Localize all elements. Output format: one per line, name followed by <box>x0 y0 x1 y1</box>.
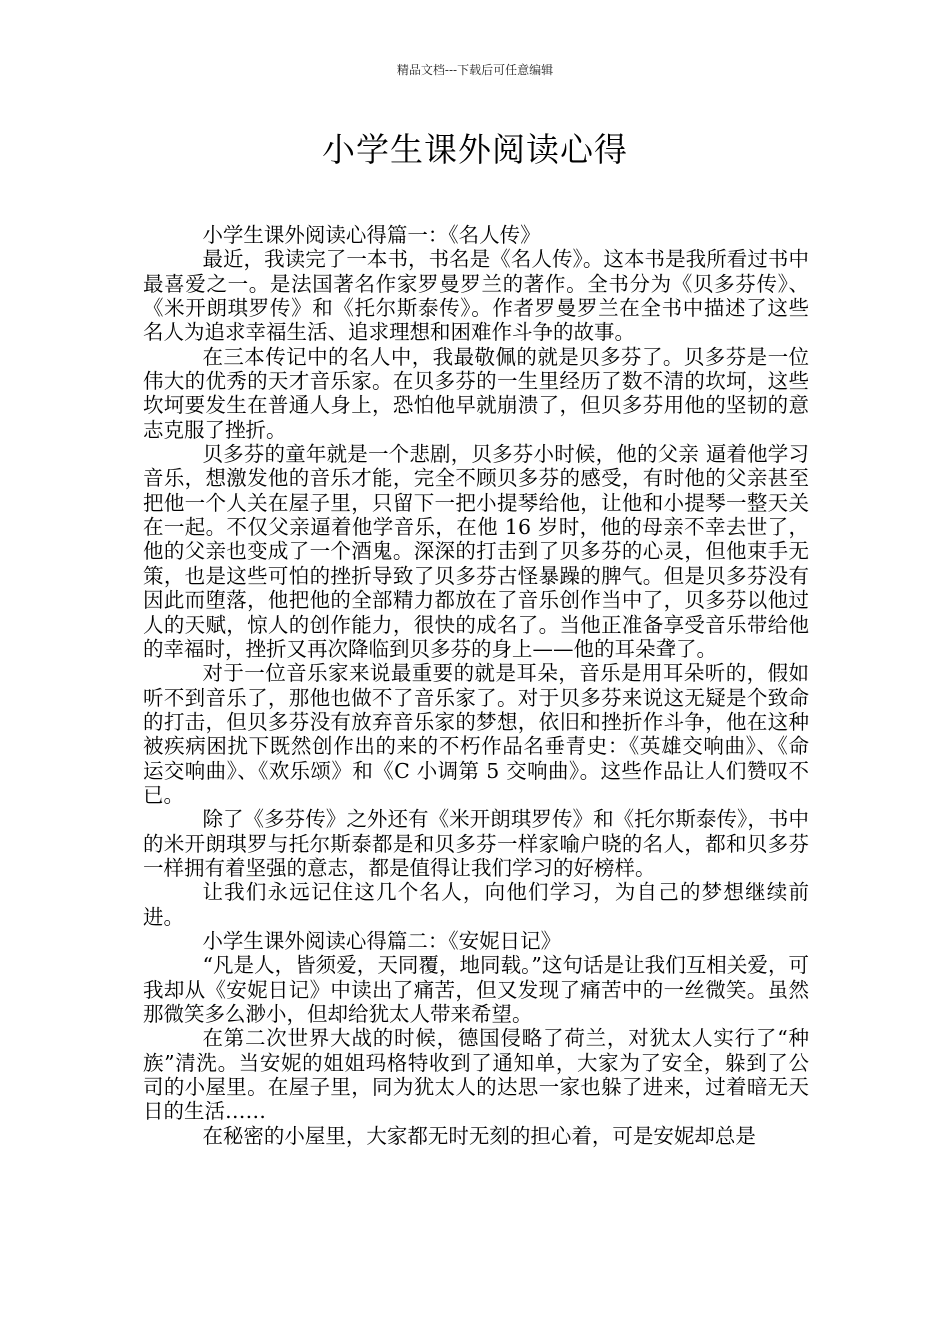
paragraph: 让我们永远记住这几个名人，向他们学习，为自己的梦想继续前进。 <box>143 880 809 929</box>
paragraph: 贝多芬的童年就是一个悲剧，贝多芬小时候，他的父亲 逼着他学习音乐，想激发他的音乐才能，完全不顾贝多芬的感受，有时他的父亲甚至把他一个人关在屋子里，只留下一把小提琴给他，让他和小提琴一整天关在一起。不仅父亲逼着他学音乐，在他 16 岁时，他的母亲不幸去世了，他的父亲也变成了一个酒鬼。深深的打击到了贝多芬的心灵，但他束手无策，也是这些可怕的挫折导致了贝多芬古怪暴躁的脾气。但是贝多芬没有因此而堕落，他把他的全部精力都放在了音乐创作当中了，贝多芬以他过人的天赋，惊人的创作能力，很快的成名了。当他正准备享受音乐带给他的幸福时，挫折又再次降临到贝多芬的身上——他的耳朵聋了。 <box>143 442 809 661</box>
paragraph: 对于一位音乐家来说最重要的就是耳朵，音乐是用耳朵听的，假如听不到音乐了，那他也做不了音乐家了。对于贝多芬来说这无疑是个致命的打击，但贝多芬没有放弃音乐家的梦想，依旧和挫折作斗争，他在这种被疾病困扰下既然创作出的来的不朽作品名垂青史：《英雄交响曲》、《命运交响曲》、《欢乐颂》和《C 小调第 5 交响曲》。这些作品让人们赞叹不已。 <box>143 661 809 807</box>
document-body <box>143 223 809 1148</box>
section-heading-2: 小学生课外阅读心得篇二：《安妮日记》 <box>202 928 562 953</box>
section-heading-1: 小学生课外阅读心得篇一：《名人传》 <box>202 223 541 247</box>
document-title: 小学生课外阅读心得 <box>322 130 628 169</box>
paragraph: 在秘密的小屋里，大家都无时无刻的担心着，可是安妮却总是 <box>202 1123 756 1148</box>
paragraph: 最近，我读完了一本书，书名是《名人传》。这本书是我所看过书中最喜爱之一。是法国著名作家罗曼罗兰的著作。全书分为《贝多芬传》、《米开朗琪罗传》和《托尔斯泰传》。作者罗曼罗兰在全书中描述了这些名人为追求幸福生活、追求理想和困难作斗争的故事。 <box>143 247 809 345</box>
paragraph: “凡是人，皆须爱，天同覆，地同载。”这句话是让我们互相关爱，可我却从《安妮日记》中读出了痛苦，但又发现了痛苦中的一丝微笑。虽然那微笑多么渺小，但却给犹太人带来希望。 <box>143 953 809 1026</box>
header-note: 精品文档---下载后可任意编辑 <box>396 63 554 77</box>
paragraph: 在第二次世界大战的时候，德国侵略了荷兰，对犹太人实行了“种族”清洗。当安妮的姐姐玛格特收到了通知单，大家为了安全，躲到了公司的小屋里。在屋子里，同为犹太人的达思一家也躲了进来，过着暗无天日的生活…… <box>143 1026 809 1124</box>
paragraph: 在三本传记中的名人中，我最敬佩的就是贝多芬了。贝多芬是一位伟大的优秀的天才音乐家。在贝多芬的一生里经历了数不清的坎坷，这些坎坷要发生在普通人身上，恐怕他早就崩溃了，但贝多芬用他的坚韧的意志克服了挫折。 <box>143 344 809 442</box>
paragraph: 除了《多芬传》之外还有《米开朗琪罗传》和《托尔斯泰传》，书中的米开朗琪罗与托尔斯泰都是和贝多芬一样家喻户晓的名人，都和贝多芬一样拥有着坚强的意志，都是值得让我们学习的好榜样。 <box>143 807 809 880</box>
